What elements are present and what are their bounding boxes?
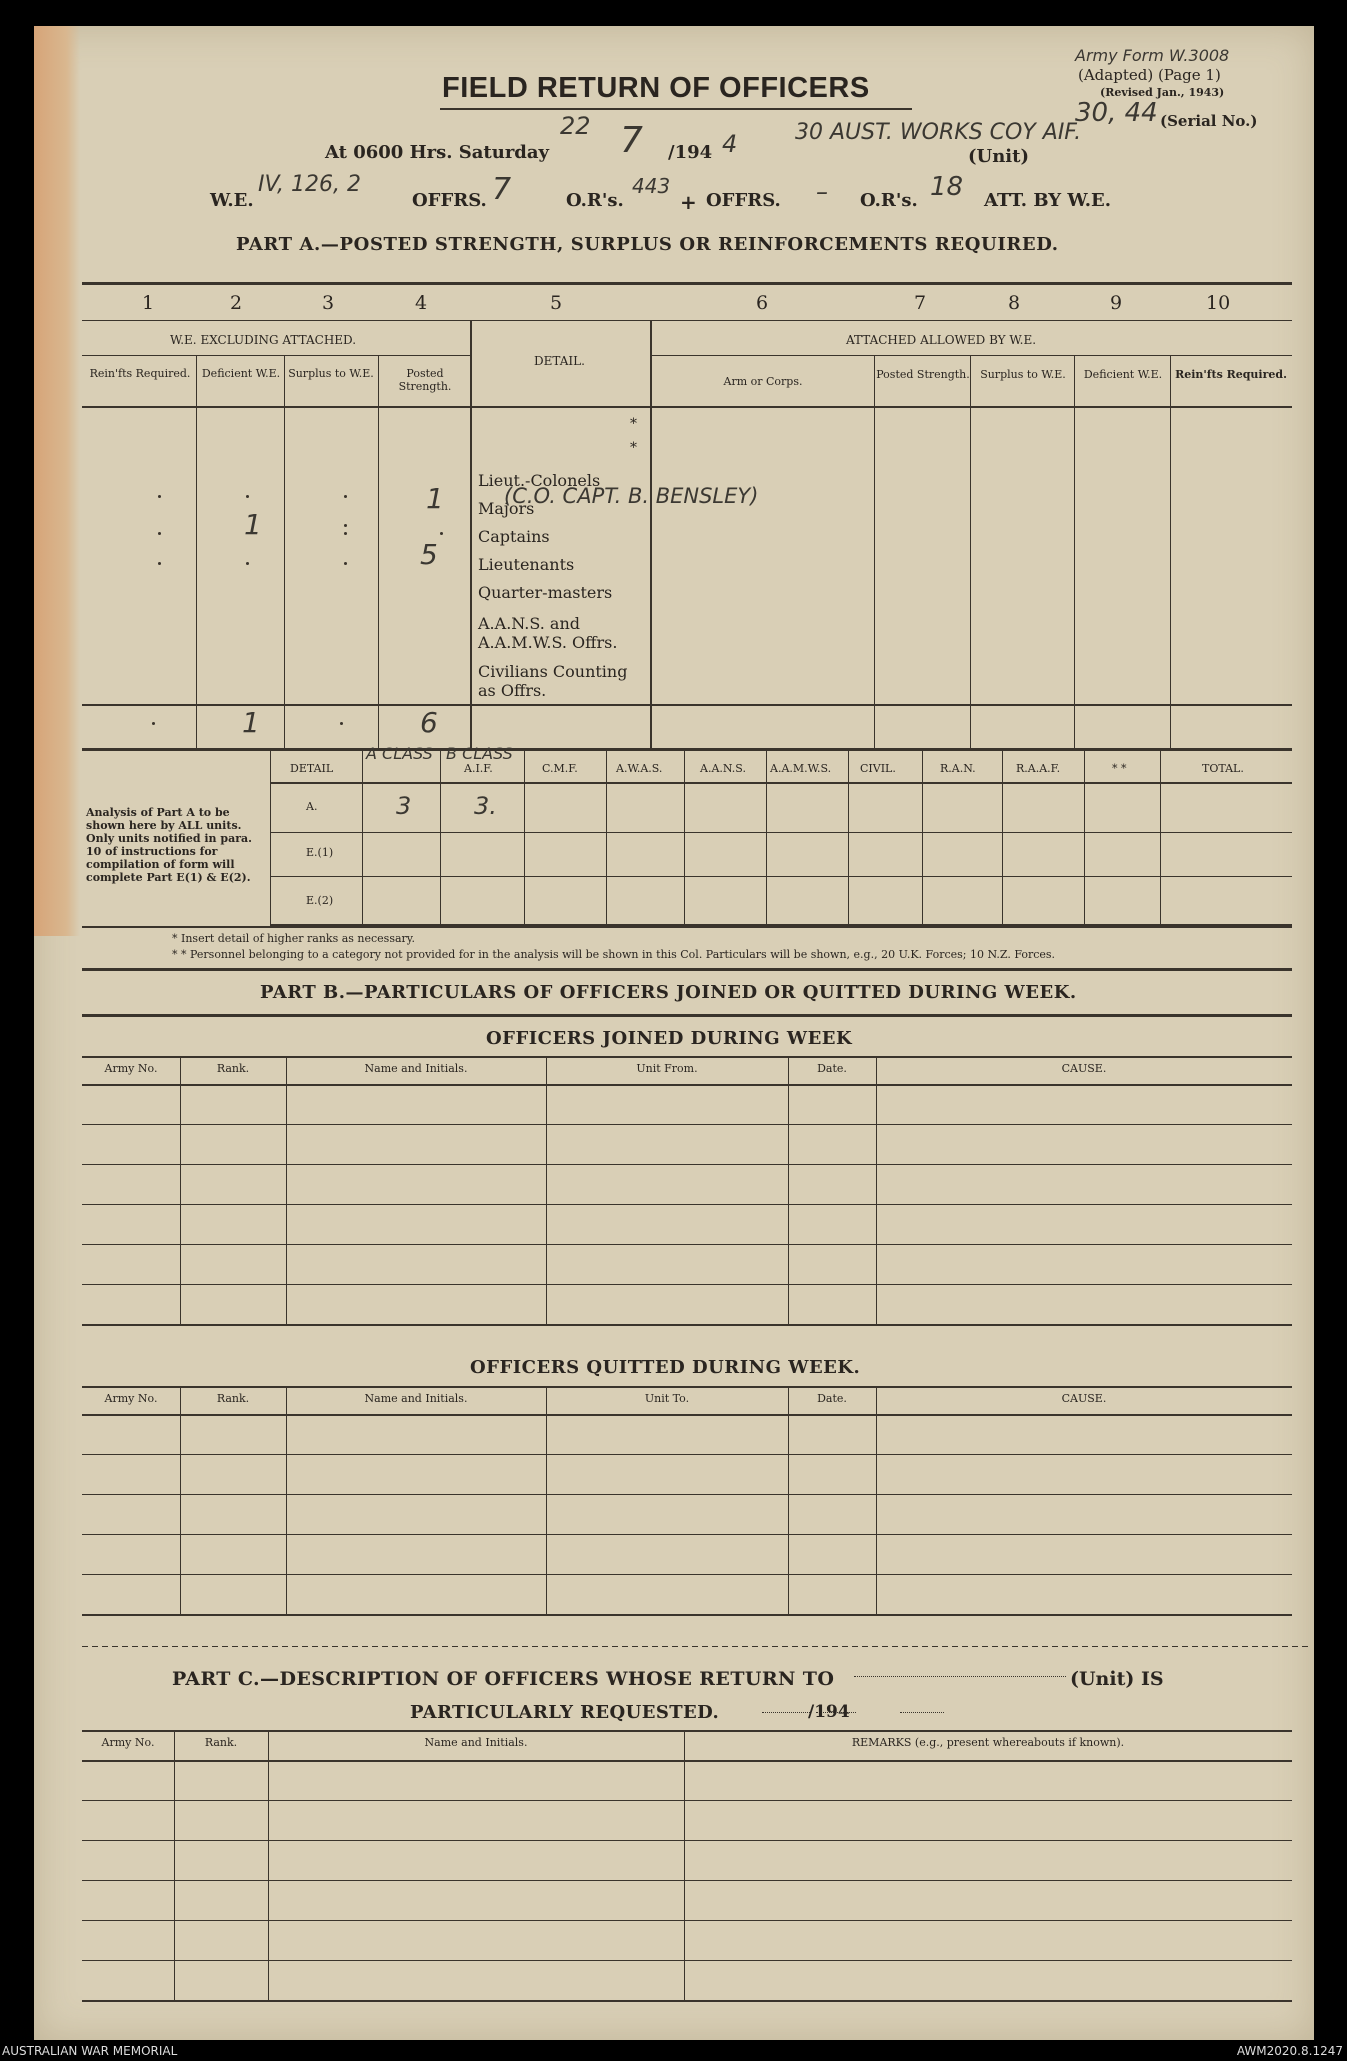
partc-header-1: Rank.: [204, 1736, 238, 1749]
analysis-b-class-value: 3.: [474, 792, 497, 820]
header-deficient-we: Deficient W.E.: [201, 367, 281, 380]
col-number-8: 8: [1008, 292, 1021, 314]
quitted-title: OFFICERS QUITTED DURING WEEK.: [470, 1357, 861, 1378]
attached-allowed-header: ATTACHED ALLOWED BY W.E.: [846, 333, 1037, 347]
year-digit: 4: [722, 130, 738, 158]
partc-row-line: [82, 2000, 1292, 2002]
part-a-top-rule: [82, 282, 1292, 285]
partc-row-line: [82, 1920, 1292, 1921]
analysis-col-aif: A.I.F.: [464, 762, 493, 775]
total-posted-value: 6: [420, 706, 438, 739]
analysis-col-civil: CIVIL.: [860, 762, 896, 775]
offrs2-value: –: [816, 178, 828, 206]
we-value: IV, 126, 2: [258, 172, 361, 197]
rank-lieut-colonels: Lieut.-Colonels: [478, 471, 601, 490]
col-number-5: 5: [550, 292, 563, 314]
majors-note: (C.O. CAPT. B. BENSLEY): [504, 484, 759, 508]
analysis-note: Analysis of Part A to be shown here by ALL units. Only units notified in para. 10 of instructions for compilation of form will complete Part E(1) & E(2).: [86, 806, 252, 884]
quitted-header-4: Date.: [817, 1392, 847, 1405]
header-arm-corps: Arm or Corps.: [723, 375, 803, 388]
part-c-title-b: PARTICULARLY REQUESTED.: [410, 1702, 720, 1723]
ors2-label: O.R's.: [860, 190, 918, 211]
at-label: At 0600 Hrs. Saturday: [325, 142, 550, 163]
joined-title: OFFICERS JOINED DURING WEEK: [486, 1028, 853, 1049]
hw-b-class: B CLASS: [446, 744, 513, 763]
date-day: 22: [560, 112, 591, 140]
col-number-10: 10: [1206, 292, 1231, 314]
rank-civilians: Civilians Counting as Offrs.: [478, 662, 628, 700]
partc-header-3: REMARKS (e.g., present whereabouts if known).: [851, 1736, 1125, 1749]
col-number-6: 6: [756, 292, 769, 314]
joined-header-5: CAUSE.: [1061, 1062, 1107, 1075]
posted-ltcol-value: 1: [426, 482, 444, 515]
analysis-col-awas: A.W.A.S.: [616, 762, 663, 775]
unit-label: (Unit): [968, 146, 1029, 167]
rank-quartermasters: Quarter-masters: [478, 583, 613, 602]
deficient-major-value: 1: [244, 508, 262, 541]
detail-header: DETAIL.: [534, 354, 585, 368]
header-surplus-we: Surplus to W.E.: [288, 367, 374, 380]
col-number-9: 9: [1110, 292, 1123, 314]
date-month: 7: [620, 120, 643, 161]
offrs2-label: OFFRS.: [706, 190, 781, 211]
total-deficient-value: 1: [242, 706, 260, 739]
quitted-row-line: [82, 1574, 1292, 1575]
title-underline: [440, 108, 912, 110]
header-att-posted: Posted Strength.: [876, 368, 970, 381]
plus-sign: +: [680, 190, 697, 214]
quitted-row-line: [82, 1614, 1292, 1616]
analysis-row-a: A.: [306, 800, 318, 813]
we-excluding-header: W.E. EXCLUDING ATTACHED.: [170, 333, 357, 347]
army-form-label: Army Form W.3008: [1075, 46, 1230, 65]
joined-header-4: Date.: [817, 1062, 847, 1075]
quitted-header-0: Army No.: [104, 1392, 158, 1405]
header-reinfts-required: Rein'fts Required.: [89, 367, 191, 380]
part-b-title: PART B.—PARTICULARS OF OFFICERS JOINED OR QUITTED DURING WEEK.: [260, 982, 1077, 1003]
ors-label: O.R's.: [566, 190, 624, 211]
ors2-value: 18: [930, 172, 964, 202]
partc-row-line: [82, 1960, 1292, 1961]
att-label: ATT. BY W.E.: [984, 190, 1112, 211]
offrs-label: OFFRS.: [412, 190, 487, 211]
quitted-header-2: Name and Initials.: [364, 1392, 468, 1405]
unit-value: 30 AUST. WORKS COY AIF.: [795, 120, 1082, 145]
analysis-col-ran: R.A.N.: [940, 762, 976, 775]
joined-row-line: [82, 1244, 1292, 1245]
part-c-title-unit: (Unit) IS: [1070, 1668, 1164, 1690]
year-prefix: /194: [668, 142, 713, 163]
joined-row-line: [82, 1204, 1292, 1205]
rank-lieutenants: Lieutenants: [478, 555, 575, 574]
footnote-1: * Insert detail of higher ranks as necessary.: [172, 932, 416, 945]
partc-row-line: [82, 1840, 1292, 1841]
ors-value: 443: [632, 174, 671, 198]
footnote-2: * * Personnel belonging to a category not provided for in the analysis will be shown in this Col. Particulars will be shown, e.g., 20 U.K. Forces; 10 N.Z. Forces.: [172, 948, 1056, 961]
header-att-reinfts: Rein'fts Required.: [1175, 368, 1287, 381]
joined-row-line: [82, 1284, 1292, 1285]
asterisk-1: *: [630, 416, 637, 432]
quitted-header-3: Unit To.: [644, 1392, 690, 1405]
posted-lieut-value: 5: [420, 538, 438, 571]
partc-header-0: Army No.: [101, 1736, 155, 1749]
header-posted-strength: Posted Strength.: [398, 367, 452, 393]
col-number-2: 2: [230, 292, 243, 314]
footer-left: AUSTRALIAN WAR MEMORIAL: [2, 2044, 178, 2058]
joined-header-2: Name and Initials.: [364, 1062, 468, 1075]
quitted-header-1: Rank.: [216, 1392, 250, 1405]
joined-header-0: Army No.: [104, 1062, 158, 1075]
paper-stain: [34, 26, 80, 936]
analysis-col-other: * *: [1112, 762, 1127, 775]
part-a-title: PART A.—POSTED STRENGTH, SURPLUS OR REINFORCEMENTS REQUIRED.: [236, 234, 1059, 255]
partc-header-2: Name and Initials.: [424, 1736, 528, 1749]
col-number-3: 3: [322, 292, 335, 314]
quitted-row-line: [82, 1454, 1292, 1455]
col-number-4: 4: [415, 292, 428, 314]
joined-header-3: Unit From.: [636, 1062, 698, 1075]
joined-row-line: [82, 1164, 1292, 1165]
joined-header-1: Rank.: [216, 1062, 250, 1075]
partc-row-line: [82, 1800, 1292, 1801]
col-number-1: 1: [142, 292, 155, 314]
rank-aans: A.A.N.S. and A.A.M.W.S. Offrs.: [478, 614, 618, 652]
analysis-a-class-value: 3: [396, 792, 412, 820]
quitted-header-5: CAUSE.: [1061, 1392, 1107, 1405]
tear-line: [82, 1646, 1312, 1647]
quitted-row-line: [82, 1494, 1292, 1495]
analysis-col-aamws: A.A.M.W.S.: [770, 762, 832, 775]
rank-majors: Majors: [478, 499, 535, 518]
revised-label: (Revised Jan., 1943): [1100, 86, 1225, 99]
analysis-col-detail: DETAIL: [290, 762, 334, 775]
asterisk-2: *: [630, 440, 637, 456]
quitted-row-line: [82, 1534, 1292, 1535]
footer-right: AWM2020.8.1247: [1236, 2044, 1343, 2058]
we-label: W.E.: [210, 190, 254, 211]
hw-a-class: A CLASS: [366, 744, 433, 763]
rank-captains: Captains: [478, 527, 550, 546]
serial-label: (Serial No.): [1160, 112, 1258, 130]
serial-value: 30, 44: [1075, 98, 1158, 128]
offrs-value: 7: [492, 172, 512, 207]
analysis-row-e1: E.(1): [306, 846, 334, 859]
col-number-7: 7: [914, 292, 927, 314]
analysis-row-e2: E.(2): [306, 894, 334, 907]
part-c-date-slash: /194: [808, 1702, 850, 1722]
analysis-col-cmf: C.M.F.: [542, 762, 578, 775]
partc-row-line: [82, 1880, 1292, 1881]
analysis-col-aans: A.A.N.S.: [700, 762, 746, 775]
analysis-col-total: TOTAL.: [1202, 762, 1244, 775]
header-att-deficient: Deficient W.E.: [1083, 368, 1163, 381]
analysis-col-raaf: R.A.A.F.: [1016, 762, 1061, 775]
page-title: FIELD RETURN OF OFFICERS: [442, 72, 870, 104]
joined-row-line: [82, 1324, 1292, 1326]
joined-row-line: [82, 1124, 1292, 1125]
header-att-surplus: Surplus to W.E.: [980, 368, 1066, 381]
part-c-title-a: PART C.—DESCRIPTION OF OFFICERS WHOSE RETURN TO: [172, 1668, 835, 1690]
adapted-label: (Adapted) (Page 1): [1078, 66, 1221, 84]
